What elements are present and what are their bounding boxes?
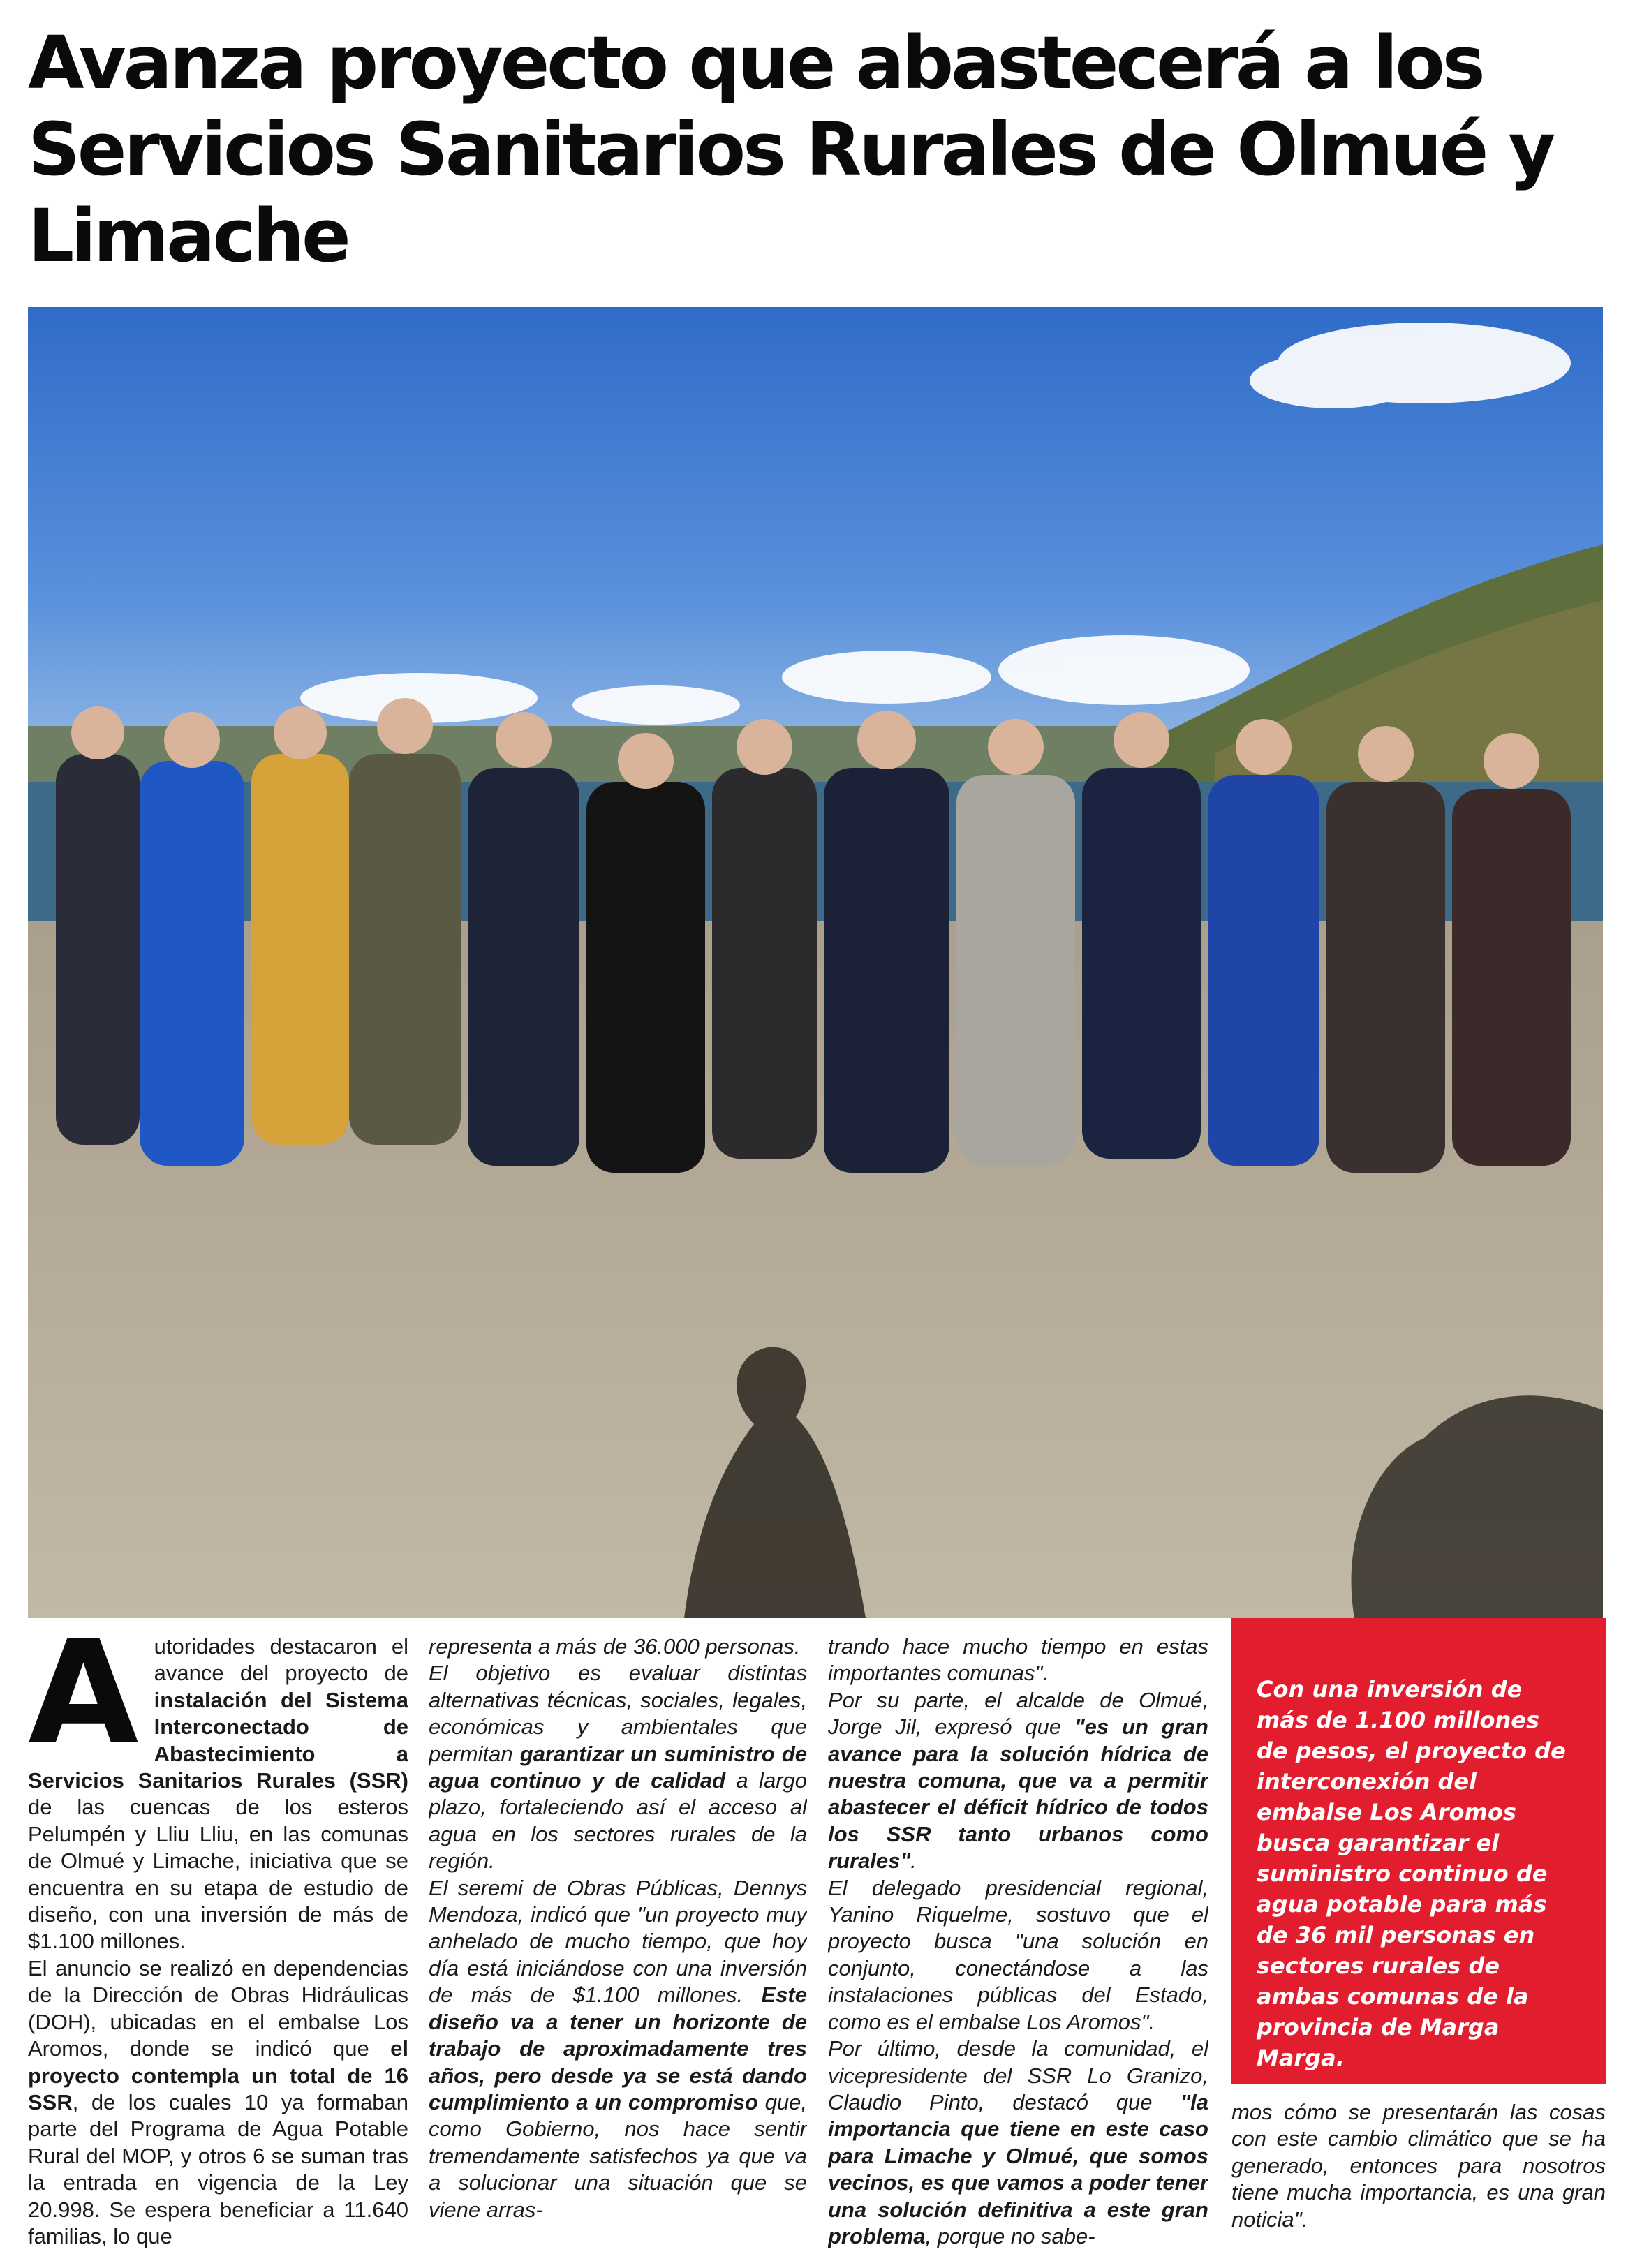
col2-p3c: que, como Gobierno, nos hace sentir tremendamente satisfechos ya que va a solucionar una situación que se viene arras- <box>429 2089 807 2222</box>
article-column-1 <box>28 1633 408 2248</box>
col1-p1b: instalación del Sistema Interconectado de Abastecimiento a Servicios Sanitarios Rurales (SSR) <box>28 1687 408 1793</box>
col3-p4c: , porque no sabe- <box>925 2223 1095 2248</box>
col3-p4b: "la importancia que tiene en este caso para Limache y Olmué, que somos vecinos, es que vamos a poder tener una solución definitiva a este gran problema <box>828 2089 1208 2248</box>
col4-p1: mos cómo se presentarán las cosas con este cambio climático que se ha generado, entonces para nosotros tiene mucha importancia, es una gran noticia". <box>1231 2100 1606 2232</box>
col3-p2a: Por su parte, el alcalde de Olmué, Jorge Jil, expresó que <box>828 1687 1208 1740</box>
col2-p3a: El seremi de Obras Públicas, Dennys Mendoza, indicó que "un proyecto muy anhelado de mucho tiempo, que hoy día está iniciándose con una inversión de más de $1.100 millones. <box>429 1875 807 2008</box>
group-photo <box>28 307 1603 1618</box>
col2-p3b: Este diseño va a tener un horizonte de trabajo de aproximadamente tres años, pero desde ya se está dando cumplimiento a un compromiso <box>429 1982 807 2114</box>
pull-quote-box <box>1231 1618 1606 2084</box>
drop-cap: A <box>28 1633 139 1777</box>
pull-quote-text: Con una inversión de más de 1.100 millones de pesos, el proyecto de interconexión del embalse Los Aromos busca garantizar el suministro continuo de agua potable para más de 36 mil personas en sectores rurales de ambas comunas de la provincia de Marga Marga. <box>1257 1676 1566 2071</box>
headline: Avanza proyecto que abastecerá a los Servicios Sanitarios Rurales de Olmué y Limache <box>28 20 1553 279</box>
col3-p2c: . <box>910 1848 917 1874</box>
col2-p2a: El objetivo es evaluar distintas alternativas técnicas, sociales, legales, económicas y ambientales que permitan <box>429 1661 807 1766</box>
article-column-3 <box>828 1633 1208 2248</box>
col1-p2b: el proyecto contempla un total de 16 SSR <box>28 2036 408 2114</box>
col1-p1c: de las cuencas de los esteros Pelumpén y Lliu Lliu, en las comunas de Olmué y Limache, iniciativa que se encuentra en su etapa de estudio de diseño, con una inversión de más de $1.100 millones. <box>28 1795 408 1954</box>
col2-p1: representa a más de 36.000 personas. <box>429 1634 801 1659</box>
col1-p2c: , de los cuales 10 ya formaban parte del Programa de Agua Potable Rural del MOP, y otros 6 se suman tras la entrada en vigencia de la Ley 20.998. Se espera beneficiar a 11.640 familias, lo que <box>28 2089 408 2248</box>
col1-p2a: El anuncio se realizó en dependencias de la Dirección de Obras Hidráulicas (DOH), ubicadas en el embalse Los Aromos, donde se indicó que <box>28 1955 408 2061</box>
col3-p4a: Por último, desde la comunidad, el vicepresidente del SSR Lo Granizo, Claudio Pinto, destacó que <box>828 2036 1208 2114</box>
col2-p2b: garantizar un suministro de agua continuo y de calidad <box>429 1741 807 1793</box>
col1-p1a: utoridades destacaron el avance del proyecto de <box>154 1634 408 1686</box>
col3-p1: trando hace mucho tiempo en estas importantes comunas". <box>828 1634 1208 1686</box>
col3-p3: El delegado presidencial regional, Yanino Riquelme, sostuvo que el proyecto busca "una solución en conjunto, conectándose a las instalaciones públicas del Estado, como es el embalse Los Aromos". <box>828 1875 1208 2034</box>
col3-p2b: "es un gran avance para la solución hídrica de nuestra comuna, que va a permitir abastecer el déficit hídrico de todos los SSR tanto urbanos como rurales" <box>828 1714 1208 1874</box>
article-column-4 <box>1231 2099 1606 2253</box>
col2-p2c: a largo plazo, fortaleciendo así el acceso al agua en los sectores rurales de la región. <box>429 1768 807 1874</box>
article-column-2 <box>429 1633 807 2248</box>
